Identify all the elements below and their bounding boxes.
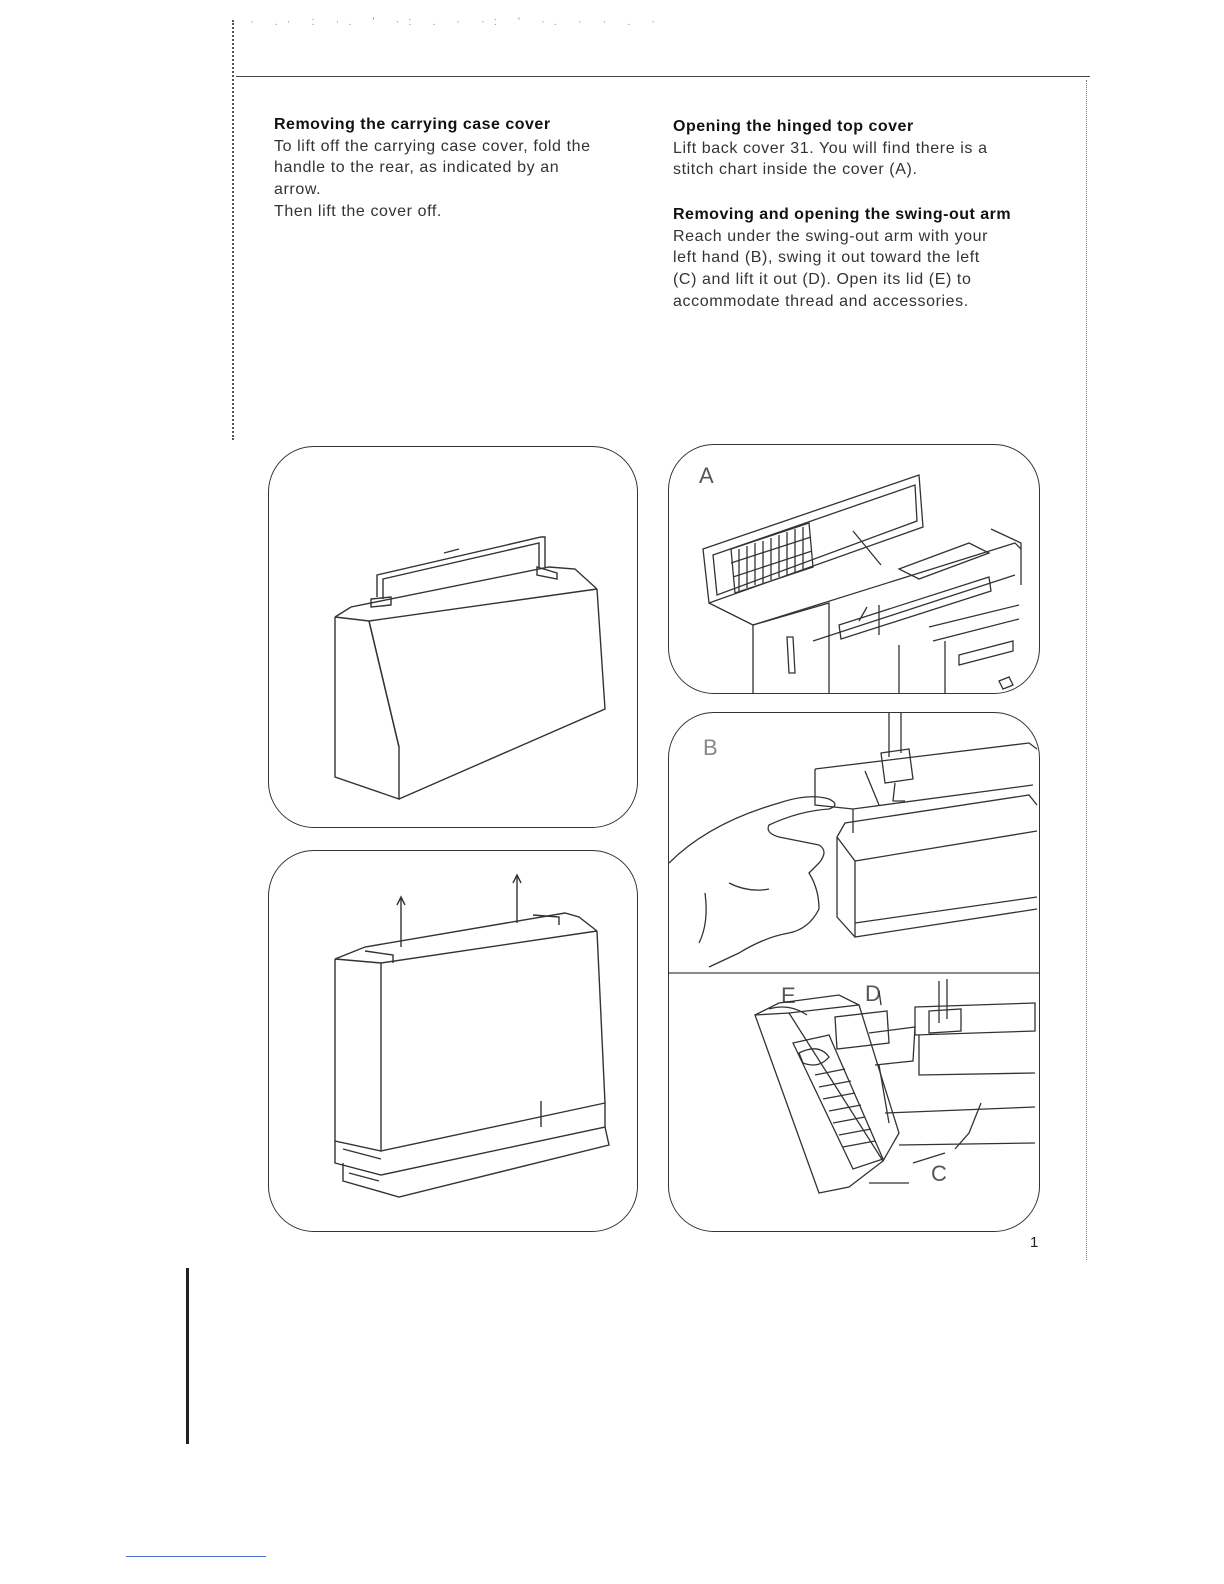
body-line: To lift off the carrying case cover, fold the <box>274 137 591 155</box>
figure-label-a: A <box>699 463 714 488</box>
case-handle-drawing <box>269 447 637 827</box>
figure-case-lift <box>268 850 638 1232</box>
scan-noise: · .· : ·. ' ·: . · ·: ' ·. · · . · <box>250 16 665 28</box>
swing-arm-drawing <box>669 713 1039 1231</box>
body-line: Then lift the cover off. <box>274 202 442 220</box>
figure-case-with-handle <box>268 446 638 828</box>
scan-right-edge <box>1086 80 1087 1260</box>
section-swing-arm <box>673 204 1043 313</box>
body-line: Lift back cover 31. You will find there is a <box>673 139 988 157</box>
figure-label-e: E <box>781 983 796 1008</box>
stitch-chart-drawing <box>669 445 1039 693</box>
figure-swing-arm <box>668 712 1040 1232</box>
body-line: handle to the rear, as indicated by an <box>274 159 560 177</box>
body-line: stitch chart inside the cover (A). <box>673 161 918 179</box>
section-top-cover <box>673 116 1043 181</box>
body-line: accommodate thread and accessories. <box>673 292 969 310</box>
figure-label-d: D <box>865 981 881 1006</box>
case-lift-drawing <box>269 851 637 1231</box>
scan-bottom-line <box>126 1556 266 1557</box>
body-line: left hand (B), swing it out toward the left <box>673 249 980 267</box>
scan-left-edge <box>232 20 234 440</box>
scan-margin-mark <box>186 1268 189 1444</box>
figure-label-c: C <box>931 1161 947 1186</box>
heading-top-cover: Opening the hinged top cover <box>673 118 914 135</box>
figure-label-b: B <box>703 735 718 760</box>
body-line: arrow. <box>274 181 322 199</box>
body-line: Reach under the swing-out arm with your <box>673 227 989 245</box>
page-top-rule <box>236 76 1090 77</box>
heading-swing-arm: Removing and opening the swing-out arm <box>673 206 1012 223</box>
heading-carrying-case: Removing the carrying case cover <box>274 116 551 133</box>
figure-stitch-chart <box>668 444 1040 694</box>
section-carrying-case <box>274 114 644 223</box>
body-line: (C) and lift it out (D). Open its lid (E) to <box>673 271 972 289</box>
page-number: 1 <box>1030 1234 1039 1251</box>
